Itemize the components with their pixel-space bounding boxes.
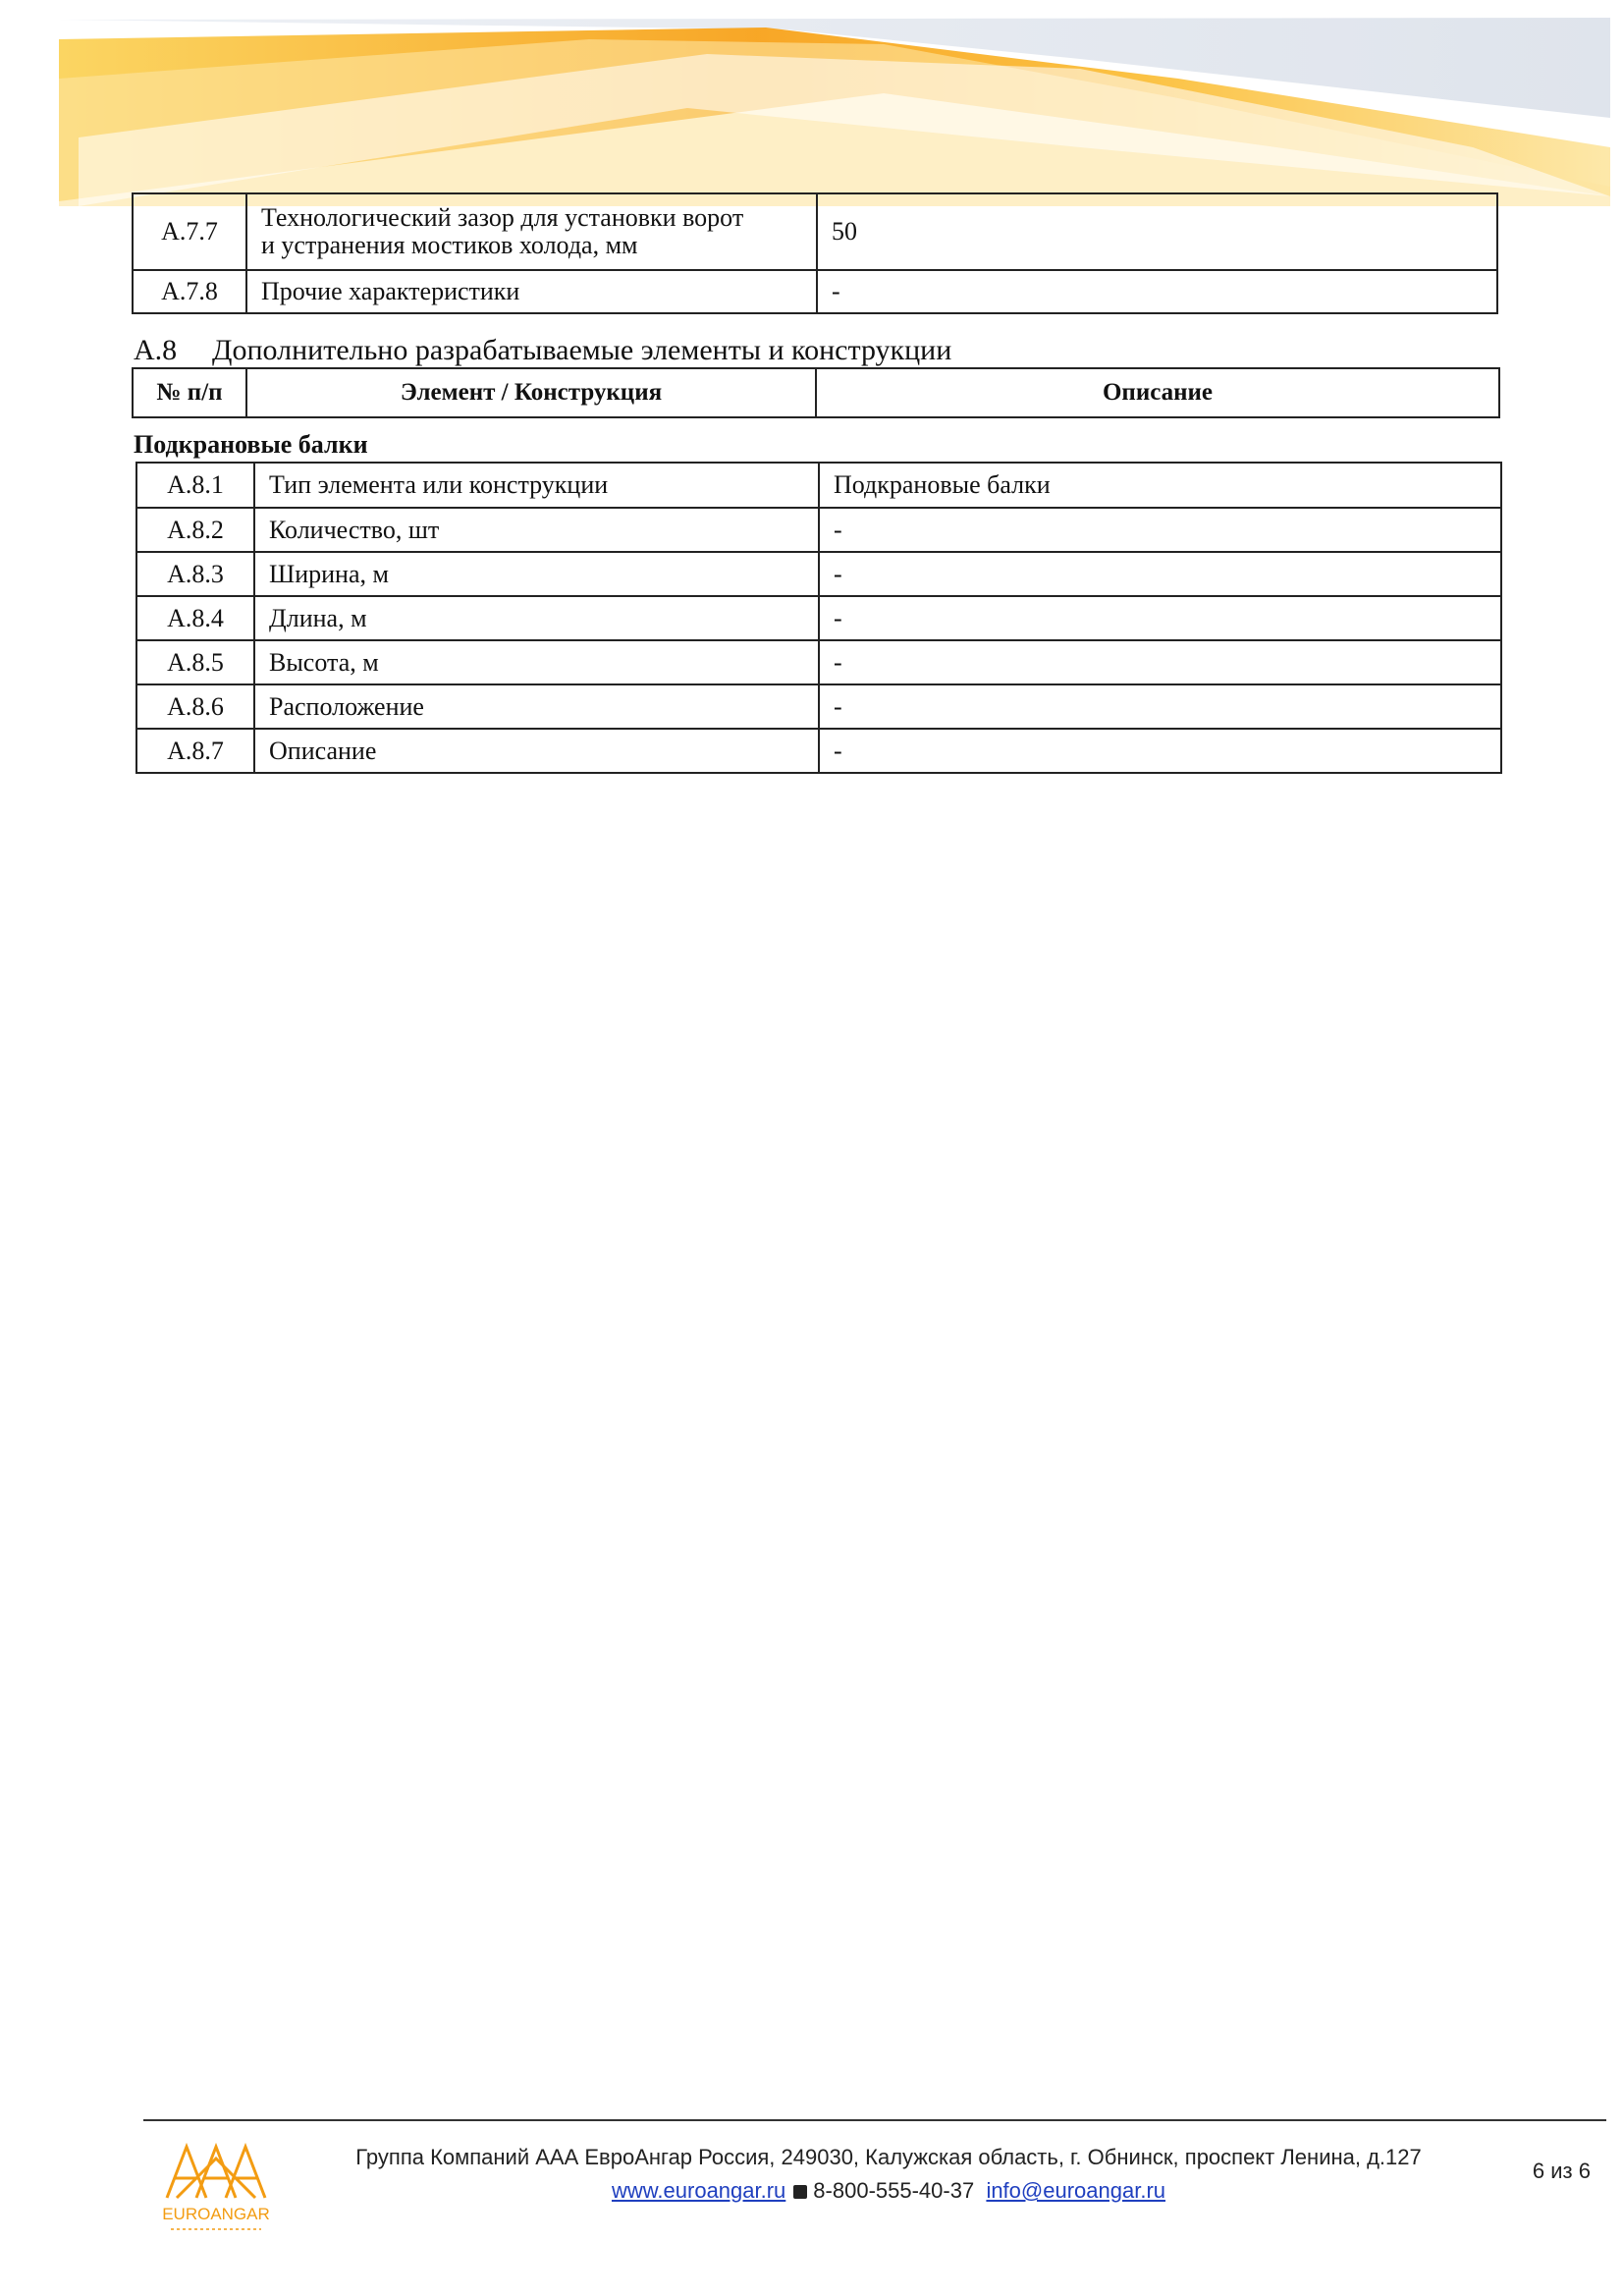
table-row <box>136 640 1501 684</box>
row-name <box>246 193 817 270</box>
row-name: Тип элемента или конструкции <box>254 463 819 508</box>
row-number: А.8.3 <box>136 552 254 596</box>
subsection-title: Подкрановые балки <box>134 430 368 459</box>
row-number: А.8.4 <box>136 596 254 640</box>
row-value: - <box>819 596 1501 640</box>
section-title <box>134 334 951 367</box>
row-value: - <box>819 729 1501 773</box>
row-value: - <box>819 508 1501 552</box>
company-address: Группа Компаний ААА ЕвроАнгар Россия, 249030, Калужская область, г. Обнинск, проспект Ленина, д.127 <box>355 2145 1422 2169</box>
logo-text: EUROANGAR <box>162 2205 270 2223</box>
row-value: - <box>819 684 1501 729</box>
row-name: Расположение <box>254 684 819 729</box>
table-header-row <box>133 368 1499 417</box>
table-row <box>136 463 1501 508</box>
row-value: Подкрановые балки <box>819 463 1501 508</box>
row-number: А.8.2 <box>136 508 254 552</box>
table-row <box>136 552 1501 596</box>
section-number: А.8 <box>134 334 178 366</box>
row-value: 50 <box>817 193 1497 270</box>
table-a8-header <box>132 367 1500 418</box>
row-number: А.8.1 <box>136 463 254 508</box>
header-banner <box>0 0 1623 206</box>
row-number: А.7.8 <box>133 270 246 313</box>
row-name-line: и устранения мостиков холода, мм <box>261 231 638 259</box>
contacts-line <box>304 2174 1473 2208</box>
phone-icon <box>793 2185 807 2199</box>
header-element: Элемент / Конструкция <box>246 368 816 417</box>
row-number: А.8.7 <box>136 729 254 773</box>
row-name: Описание <box>254 729 819 773</box>
table-a7 <box>132 192 1498 314</box>
table-row <box>136 596 1501 640</box>
row-name: Количество, шт <box>254 508 819 552</box>
table-row <box>136 508 1501 552</box>
row-name: Ширина, м <box>254 552 819 596</box>
row-name-line: Технологический зазор для установки ворот <box>261 203 744 232</box>
footer-text <box>304 2141 1473 2208</box>
row-number: А.8.6 <box>136 684 254 729</box>
row-number: А.8.5 <box>136 640 254 684</box>
row-number: А.7.7 <box>133 193 246 270</box>
section-heading: Дополнительно разрабатываемые элементы и конструкции <box>212 334 952 366</box>
header-num: № п/п <box>133 368 246 417</box>
page-number: 6 из 6 <box>1532 2159 1591 2183</box>
row-name: Прочие характеристики <box>246 270 817 313</box>
row-value: - <box>819 552 1501 596</box>
row-value: - <box>819 640 1501 684</box>
phone-number: 8-800-555-40-37 <box>813 2178 975 2203</box>
header-description: Описание <box>816 368 1499 417</box>
website-link[interactable]: www.euroangar.ru <box>611 2178 786 2203</box>
footer-divider <box>143 2119 1606 2121</box>
table-row <box>133 193 1497 270</box>
company-logo <box>157 2137 295 2235</box>
table-row <box>136 729 1501 773</box>
email-link[interactable]: info@euroangar.ru <box>986 2178 1166 2203</box>
table-row <box>136 684 1501 729</box>
row-name: Длина, м <box>254 596 819 640</box>
row-name: Высота, м <box>254 640 819 684</box>
table-a8 <box>135 462 1502 774</box>
table-row <box>133 270 1497 313</box>
row-value: - <box>817 270 1497 313</box>
